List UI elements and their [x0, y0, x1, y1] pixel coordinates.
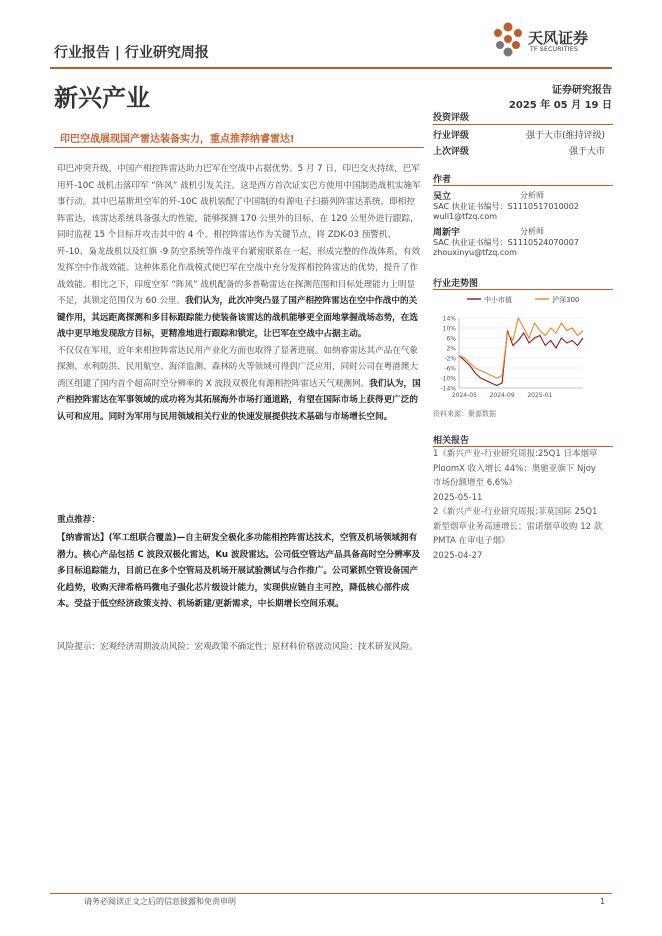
related-item[interactable] — [433, 447, 605, 505]
header-rule — [50, 67, 612, 69]
paragraph-1: 印巴冲突升级，中国产相控阵雷达助力巴军在空战中占据优势。5 月 7 日，印巴交火持续，巴军用歼-10C 战机击落印军 “阵风” 战机引发关注。这是西方首次证实巴方使用中国制造战机实施军事行动。其中巴基斯坦空军的歼-10C 战机装配了中国制的有源电子扫描列阵雷达系统，即相控阵雷达，该雷达系统具备强大的性能，能够探测 170 公里外的目标，在 120 公里外进行跟踪，同时监视 15 个目标并攻击其中的 4 个。相控阵雷达作为关键节点，将 ZDK-03 预警机、歼-10、枭龙战机以及红旗 -9 防空系统等作战平台紧密联系在一起，形成完整的作战体系，有效发挥空中作战效能。这种体系化作战模式使巴军在空战中充分发挥相控阵雷达的优势，提升了作战效能。相比之下，印度空军 “阵风” 战机配备的多普勒雷达在探测范围和目标处理能力上明显不足，其锁定范围仅为 60 公里。我们认为，此次冲突凸显了国产相控阵雷达在空中作战中的关键作用，其远距离探测和多目标跟踪能力使装备该雷达的战机能够更全面地掌握战场态势，在选战中更早地发现敌方目标，更精准地进行跟踪和锁定，让巴军在空战中占据主动。 — [57, 164, 421, 339]
y-tick-label: -2% — [444, 355, 456, 363]
author-email: zhouxinyu@tfzq.com — [433, 248, 517, 257]
report-type: 证券研究报告 — [552, 85, 612, 96]
author-role: 分析师 — [520, 227, 544, 236]
x-tick-label: 2025-01 — [527, 392, 553, 399]
authors-title: 作者 — [433, 175, 452, 185]
recommendation-title: 重点推荐： — [57, 515, 100, 525]
related-item-date: 2025-05-11 — [433, 492, 483, 503]
subtitle-rule — [54, 147, 424, 148]
y-tick-label: 2% — [446, 345, 456, 353]
page-title: 新兴产业 — [54, 84, 150, 112]
trend-rule — [433, 289, 613, 290]
trend-chart — [433, 292, 613, 404]
paragraph-2: 不仅仅在军用，近年来相控阵雷达民用产业化方面也取得了显著进展。如纳睿雷达其产品在气象探测、水利防洪、民用航空、海洋监测、森林防火等领域可得到广泛应用，同时公司在粤港澳大湾区组建了国内首个超高时空分辨率的 X 波段双极化有源相控阵雷达天气观测网。我们认为，国产相控阵雷达在军事领域的成功将为其拓展海外市场打通道路，有望在国际市场上获得更广泛的认可和应用。同时为军用与民用领域相关行业的快速发展提供技术基础与市场增长空间。 — [57, 345, 421, 422]
tf-logo-icon — [488, 19, 528, 59]
x-tick-label: 2024-05 — [451, 392, 477, 399]
related-item-title[interactable]: 2《新兴产业-行业研究周报:菲莫国际 25Q1 新型烟草业务高速增长；雷诺烟草收购 12 款 PMTA 在审电子烟》 — [433, 507, 603, 546]
body-text — [57, 161, 421, 425]
rating-title: 投资评级 — [433, 113, 470, 123]
y-tick-label: -6% — [444, 365, 456, 373]
recommendation-text: 【纳睿雷达】(军工组联合覆盖)—自主研发全极化多功能相控阵雷达技术，空管及机场领域拥有潜力。核心产品包括 C 波段双极化雷达，Ku 波段雷达。公司低空管达产品具备高时空分辨率及多目标追踪能力，目前已在多个空管局及机场开展试验测试与合作推广。公司紧抓空管设备国产化趋势，收购天津希格玛微电子强化芯片级设计能力，实现供应链自主可控，降低核心部件成本。受益于低空经济政策支持、机场新建/更新需求，中长期增长空间乐观。 — [57, 533, 421, 609]
y-tick-label: 14% — [442, 315, 456, 323]
y-tick-label: -14% — [440, 385, 456, 393]
author-role: 分析师 — [520, 191, 544, 200]
related-title: 相关报告 — [433, 436, 470, 446]
y-tick-label: 6% — [446, 335, 456, 343]
report-date: 2025 年 05 月 19 日 — [508, 100, 612, 111]
footer-rule — [50, 893, 612, 894]
related-item-date: 2025-04-27 — [433, 550, 483, 561]
report-subtitle: 印巴空战展现国产雷达装备实力，重点推荐纳睿雷达! — [60, 134, 295, 145]
y-tick-label: 10% — [442, 325, 456, 333]
legend-label-2: 沪深300 — [552, 296, 580, 304]
related-list — [433, 447, 605, 563]
logo-text-cn: 天风证券 — [528, 29, 589, 47]
author-cert: SAC 执业证书编号：S1110517010002 — [433, 202, 579, 211]
authors-rule — [433, 185, 613, 186]
footer-disclaimer: 请务必阅读正文之后的信息披露和免责申明 — [84, 897, 236, 906]
legend-label-1: 中小市值 — [484, 296, 512, 304]
x-tick-label: 2024-09 — [489, 392, 515, 399]
chart-source: 资料来源：聚源数据 — [433, 410, 496, 418]
y-tick-label: -10% — [440, 375, 456, 383]
report-category: 行业报告 | 行业研究周报 — [54, 45, 209, 61]
risk-text: 风险提示：宏观经济周期波动风险；宏观政策不确定性；原材料价格波动风险；技术研发风险。 — [57, 642, 418, 652]
logo-text-en: TF SECURITIES — [530, 46, 579, 53]
author-name: 周新宇 — [433, 228, 461, 238]
rating-rule — [433, 124, 613, 125]
page-number: 1 — [600, 897, 606, 906]
author-cert: SAC 执业证书编号：S1110524070007 — [433, 238, 579, 247]
author-name: 吴立 — [433, 192, 452, 202]
chart-legend — [467, 295, 579, 304]
author-email: wuli1@tfzq.com — [433, 212, 498, 221]
related-item-title[interactable]: 1《新兴产业-行业研究周报:25Q1 日本烟草 PloomX 收入增长 44%；奥驰亚旗下 Njoy 市场份额增至 6.6%》 — [433, 449, 598, 488]
trend-title: 行业走势图 — [433, 279, 479, 289]
related-item[interactable] — [433, 505, 605, 563]
